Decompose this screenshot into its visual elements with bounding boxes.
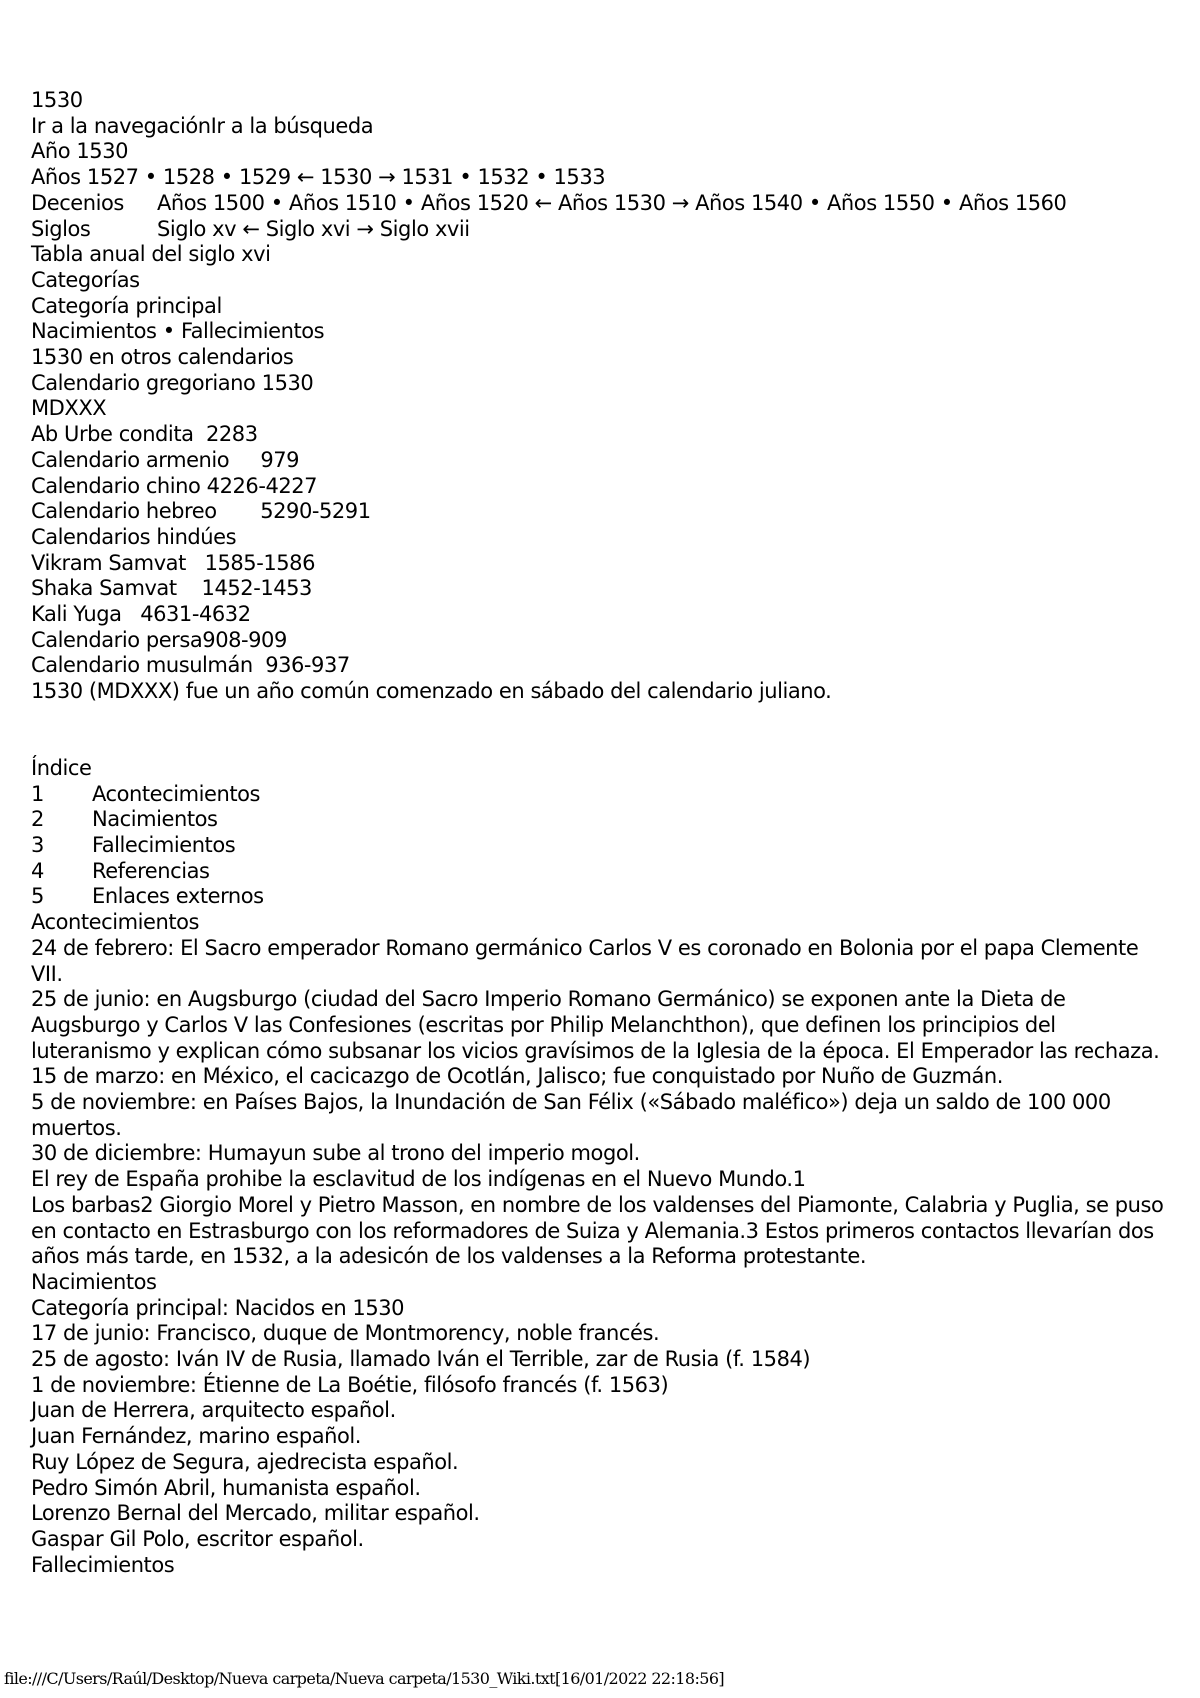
- list-item: 30 de diciembre: Humayun sube al trono del imperio mogol.: [31, 1141, 640, 1166]
- toc-item[interactable]: [31, 833, 1176, 859]
- hebrew-value: 5290-5291: [260, 499, 371, 524]
- annual-table-link[interactable]: Tabla anual del siglo xvi: [31, 242, 271, 267]
- toc-number: 1: [31, 781, 44, 806]
- list-item: Los barbas2 Giorgio Morel y Pietro Masson, en nombre de los valdenses del Piamonte, Calabria y Puglia, se puso en contacto en Estrasburgo con los reformadores de Suiza y Alemania.3 Estos primeros contactos llevarían dos años más tarde, en 1532, a la adesicón de los valdenses a la Reforma protestante.: [31, 1192, 1164, 1269]
- list-item: El rey de España prohibe la esclavitud de los indígenas en el Nuevo Mundo.1: [31, 1167, 806, 1192]
- chinese-value: 4226-4227: [206, 473, 318, 498]
- hebrew-row: [31, 499, 1176, 525]
- years-label: Años: [31, 165, 81, 190]
- skip-links[interactable]: Ir a la navegaciónIr a la búsqueda: [31, 113, 374, 138]
- muslim-label[interactable]: Calendario musulmán: [31, 653, 253, 678]
- toc-label: Fallecimientos: [92, 832, 236, 857]
- page-title: 1530: [31, 88, 83, 112]
- print-footer-path: file:///C/Users/Raúl/Desktop/Nueva carpeta/Nueva carpeta/1530_Wiki.txt[16/01/2022 22:18:56]: [4, 1669, 725, 1688]
- infobox-heading: Año 1530: [31, 139, 129, 164]
- document-body: [31, 88, 1176, 1578]
- armenian-row: [31, 448, 1176, 474]
- list-item: 5 de noviembre: en Países Bajos, la Inundación de San Félix («Sábado maléfico») deja un saldo de 100 000 muertos.: [31, 1090, 1111, 1140]
- hebrew-label[interactable]: Calendario hebreo: [31, 499, 217, 524]
- births-main-category[interactable]: Categoría principal: Nacidos en 1530: [31, 1295, 405, 1320]
- centuries-label: Siglos: [31, 216, 91, 241]
- toc-list: [31, 782, 1176, 911]
- list-item: Juan de Herrera, arquitecto español.: [31, 1398, 396, 1423]
- infobox-years-row: [31, 165, 1176, 191]
- births-deaths-links[interactable]: Nacimientos • Fallecimientos: [31, 319, 325, 344]
- persian-value: 908-909: [202, 627, 287, 652]
- toc-title: Índice: [31, 755, 92, 780]
- list-item: 25 de junio: en Augsburgo (ciudad del Sacro Imperio Romano Germánico) se exponen ante la Dieta de Augsburgo y Carlos V las Confesiones (escritas por Philip Melanchthon), que definen los principios del luteranismo y explican cómo subsanar los vicios gravísimos de la Iglesia de la época. El Emperador las rechaza.: [31, 987, 1160, 1063]
- list-item: 24 de febrero: El Sacro emperador Romano germánico Carlos V es coronado en Bolonia por el papa Clemente VII.: [31, 935, 1139, 986]
- kali-label[interactable]: Kali Yuga: [31, 602, 122, 627]
- decades-value[interactable]: Años 1500 • Años 1510 • Años 1520 ← Años 1530 → Años 1540 • Años 1550 • Años 1560: [157, 190, 1067, 215]
- persian-row: [31, 628, 1176, 654]
- list-item: 1 de noviembre: Étienne de La Boétie, filósofo francés (f. 1563): [31, 1372, 669, 1397]
- vikram-label[interactable]: Vikram Samvat: [31, 550, 186, 575]
- decades-label: Decenios: [31, 190, 124, 215]
- toc-label: Enlaces externos: [92, 884, 264, 909]
- kali-row: [31, 602, 1176, 628]
- events-heading: Acontecimientos: [31, 910, 200, 935]
- section-spacer: [31, 705, 1176, 756]
- toc-item[interactable]: [31, 807, 1176, 833]
- shaka-value: 1452-1453: [201, 576, 312, 601]
- chinese-label[interactable]: Calendario chino: [31, 473, 201, 498]
- toc-item[interactable]: [31, 782, 1176, 808]
- events-list: [31, 936, 1176, 1270]
- auc-row: [31, 422, 1176, 448]
- muslim-row: [31, 653, 1176, 679]
- vikram-value: 1585-1586: [204, 550, 315, 575]
- toc-label: Nacimientos: [92, 807, 218, 832]
- other-calendars-heading: 1530 en otros calendarios: [31, 345, 294, 370]
- births-list: [31, 1296, 1176, 1553]
- vikram-row: [31, 551, 1176, 577]
- births-heading: Nacimientos: [31, 1269, 157, 1294]
- hindu-calendars-heading[interactable]: Calendarios hindúes: [31, 524, 237, 549]
- armenian-label[interactable]: Calendario armenio: [31, 447, 230, 472]
- centuries-value[interactable]: Siglo xv ← Siglo xvi → Siglo xvii: [157, 216, 470, 241]
- list-item: 17 de junio: Francisco, duque de Montmorency, noble francés.: [31, 1321, 660, 1346]
- armenian-value: 979: [260, 447, 300, 472]
- years-value[interactable]: 1527 • 1528 • 1529 ← 1530 → 1531 • 1532 • 1533: [86, 165, 606, 190]
- toc-label: Referencias: [92, 858, 210, 883]
- deaths-heading: Fallecimientos: [31, 1552, 175, 1577]
- toc-number: 2: [31, 807, 44, 832]
- toc-number: 5: [31, 884, 44, 909]
- shaka-row: [31, 576, 1176, 602]
- roman-numeral: MDXXX: [31, 396, 107, 421]
- infobox-decades-row: [31, 191, 1176, 217]
- muslim-value: 936-937: [265, 653, 350, 678]
- chinese-row: [31, 474, 1176, 500]
- categories-heading: Categorías: [31, 267, 140, 292]
- auc-value: 2283: [205, 422, 258, 447]
- persian-label[interactable]: Calendario persa: [31, 627, 203, 652]
- toc-number: 3: [31, 832, 44, 857]
- auc-label[interactable]: Ab Urbe condita: [31, 422, 194, 447]
- kali-value: 4631-4632: [140, 602, 251, 627]
- toc-number: 4: [31, 858, 44, 883]
- toc-label: Acontecimientos: [92, 781, 261, 806]
- list-item: 25 de agosto: Iván IV de Rusia, llamado Iván el Terrible, zar de Rusia (f. 1584): [31, 1347, 811, 1372]
- list-item: Pedro Simón Abril, humanista español.: [31, 1475, 421, 1500]
- main-category-link[interactable]: Categoría principal: [31, 293, 222, 318]
- infobox-centuries-row: [31, 217, 1176, 243]
- list-item: Ruy López de Segura, ajedrecista español.: [31, 1449, 459, 1474]
- list-item: 15 de marzo: en México, el cacicazgo de Ocotlán, Jalisco; fue conquistado por Nuño de Guzmán.: [31, 1064, 1003, 1089]
- intro-paragraph: 1530 (MDXXX) fue un año común comenzado en sábado del calendario juliano.: [31, 679, 832, 704]
- list-item: Lorenzo Bernal del Mercado, militar español.: [31, 1501, 480, 1526]
- gregorian-row: Calendario gregoriano 1530: [31, 370, 314, 395]
- toc-item[interactable]: [31, 859, 1176, 885]
- list-item: Juan Fernández, marino español.: [31, 1424, 361, 1449]
- list-item: Gaspar Gil Polo, escritor español.: [31, 1526, 364, 1551]
- shaka-label[interactable]: Shaka Samvat: [31, 576, 177, 601]
- toc-item[interactable]: [31, 884, 1176, 910]
